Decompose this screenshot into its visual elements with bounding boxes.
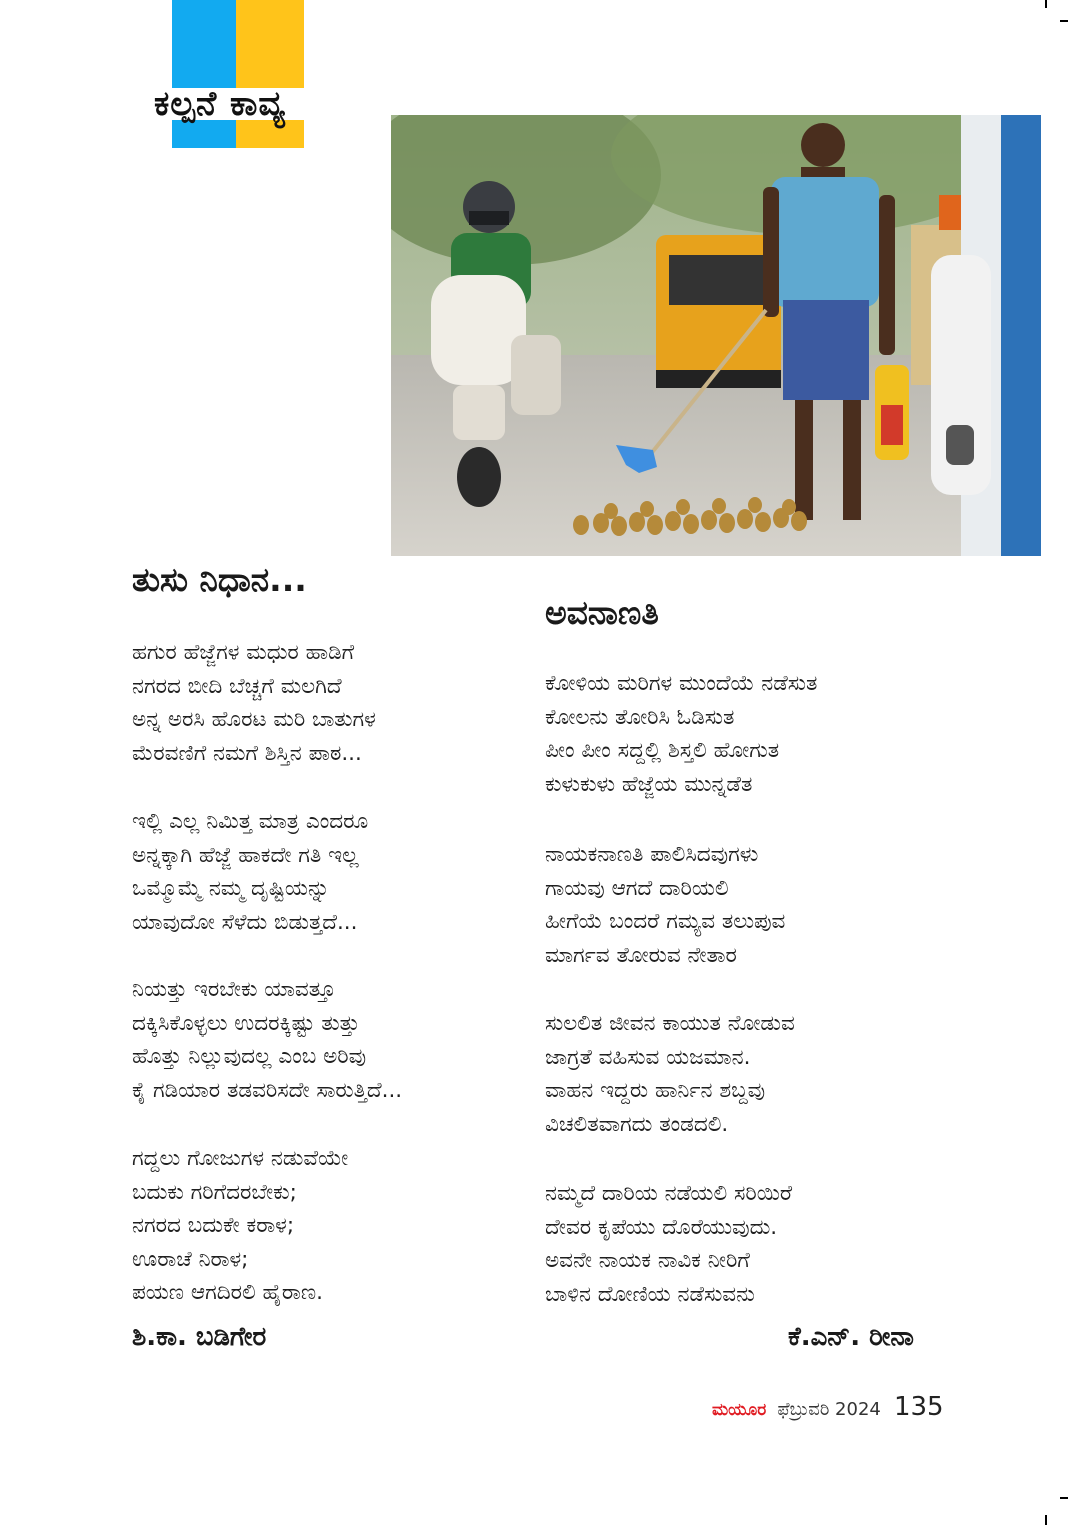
poem-right-stanza-2 [545,838,785,972]
poem-line: ನಗರದ ಬದುಕೇ ಕರಾಳ; [132,1213,295,1238]
poem-line: ದೇವರ ಕೃಪೆಯು ದೊರೆಯುವುದು. [545,1214,778,1240]
crop-mark [1045,0,1047,8]
crop-mark [1045,1515,1047,1525]
poem-line: ಪೀಂ ಪೀಂ ಸದ್ದಲ್ಲಿ ಶಿಸ್ತಲಿ ಹೋಗುತ [545,738,780,763]
magazine-brand: ಮಯೂರ [712,1400,767,1420]
page-footer [712,1392,944,1422]
poem-line: ಕೋಲನು ತೋರಿಸಿ ಓಡಿಸುತ [545,704,735,730]
poem-line: ಗದ್ದಲು ಗೋಜುಗಳ ನಡುವೆಯೇ [132,1146,349,1171]
logo-yellow-block [236,0,304,148]
poem-right-stanza-4 [545,1177,792,1311]
poem-right-stanza-3 [545,1007,795,1141]
poem-title-right: ಅವನಾಣತಿ [545,593,659,632]
poem-line: ನಿಯತ್ತು ಇರಬೇಕು ಯಾವತ್ತೂ [132,977,336,1002]
poem-line: ಊರಾಚೆ ನಿರಾಳ; [132,1246,249,1272]
poem-left-stanza-4 [132,1142,348,1310]
poem-line: ಹಗುರ ಹೆಜ್ಜೆಗಳ ಮಧುರ ಹಾಡಿಗೆ [132,640,355,665]
poem-line: ಅನ್ನ ಅರಸಿ ಹೊರಟ ಮರಿ ಬಾತುಗಳ [132,707,376,732]
page-number: 135 [893,1392,944,1422]
poem-line: ಮಾರ್ಗವ ತೋರುವ ನೇತಾರ [545,942,737,968]
poem-line: ಅವನೇ ನಾಯಕ ನಾವಿಕ ನೀರಿಗೆ [545,1248,750,1273]
poem-line: ಪಯಣ ಆಗದಿರಲಿ ಹೈರಾಣ. [132,1280,323,1305]
poem-line: ನಾಯಕನಾಣತಿ ಪಾಲಿಸಿದವುಗಳು [545,842,759,867]
poem-line: ಜಾಗ್ರತೆ ವಹಿಸುವ ಯಜಮಾನ. [545,1044,751,1070]
poem-line: ಅನ್ನಕ್ಕಾಗಿ ಹೆಜ್ಜೆ ಹಾಕದೇ ಗತಿ ಇಲ್ಲ [132,842,359,868]
street-photo [391,115,1041,556]
logo-blue-block [172,0,236,148]
crop-mark [1060,1497,1068,1499]
poem-line: ನಮ್ಮದೆ ದಾರಿಯ ನಡೆಯಲಿ ಸರಿಯಿರೆ [545,1181,793,1206]
poem-left-stanza-3 [132,973,402,1107]
poem-line: ಮೆರವಣಿಗೆ ನಮಗೆ ಶಿಸ್ತಿನ ಪಾಠ... [132,740,362,766]
poem-line: ಹೀಗೆಯೆ ಬಂದರೆ ಗಮ್ಯವ ತಲುಪುವ [545,909,786,934]
poem-line: ಗಾಯವು ಆಗದೆ ದಾರಿಯಲಿ [545,875,729,901]
poem-left-stanza-2 [132,805,368,939]
author-right: ಕೆ.ಎನ್. ರೀನಾ [788,1322,914,1352]
poem-line: ಯಾವುದೋ ಸೆಳೆದು ಬಿಡುತ್ತದೆ... [132,909,358,935]
poem-right-stanza-1 [545,667,817,801]
photo-illustration [391,115,1041,556]
poem-line: ಹೊತ್ತು ನಿಲ್ಲುವುದಲ್ಲ ಎಂಬ ಅರಿವು [132,1044,367,1069]
issue-date: ಫೆಬ್ರುವರಿ 2024 [777,1399,881,1420]
poem-line: ಇಲ್ಲಿ ಎಲ್ಲ ನಿಮಿತ್ತ ಮಾತ್ರ ಎಂದರೂ [132,809,369,834]
crop-mark [1060,20,1068,22]
section-logo [172,0,304,148]
poem-line: ದಕ್ಕಿಸಿಕೊಳ್ಳಲು ಉದರಕ್ಕಿಷ್ಟು ತುತ್ತು [132,1010,360,1036]
poem-line: ಕೈ ಗಡಿಯಾರ ತಡವರಿಸದೇ ಸಾರುತ್ತಿದೆ... [132,1077,403,1103]
poem-title-left: ತುಸು ನಿಧಾನ... [132,560,307,599]
poem-line: ಬಾಳಿನ ದೋಣಿಯ ನಡೆಸುವನು [545,1281,755,1307]
poem-line: ವಿಚಲಿತವಾಗದು ತಂಡದಲಿ. [545,1111,729,1137]
author-left: ಶಿ.ಕಾ. ಬಡಿಗೇರ [132,1322,267,1352]
poem-left-stanza-1 [132,636,376,770]
poem-line: ಕೋಳಿಯ ಮರಿಗಳ ಮುಂದೆಯೆ ನಡೆಸುತ [545,671,818,696]
poem-line: ಕುಳುಕುಳು ಹೆಜ್ಜೆಯ ಮುನ್ನಡೆತ [545,771,753,797]
poem-line: ಸುಲಲಿತ ಜೀವನ ಕಾಯುತ ನೋಡುವ [545,1011,795,1036]
poem-line: ನಗರದ ಬೀದಿ ಬೆಚ್ಚಗೆ ಮಲಗಿದೆ [132,673,342,699]
poem-line: ಒಮ್ಮೊಮ್ಮೆ ನಮ್ಮ ದೃಷ್ಟಿಯನ್ನು [132,876,330,901]
poem-line: ವಾಹನ ಇದ್ದರು ಹಾರ್ನಿನ ಶಬ್ದವು [545,1078,766,1103]
section-title: ಕಲ್ಪನೆ ಕಾವ್ಯ [154,84,286,124]
poem-line: ಬದುಕು ಗರಿಗೆದರಬೇಕು; [132,1179,297,1205]
